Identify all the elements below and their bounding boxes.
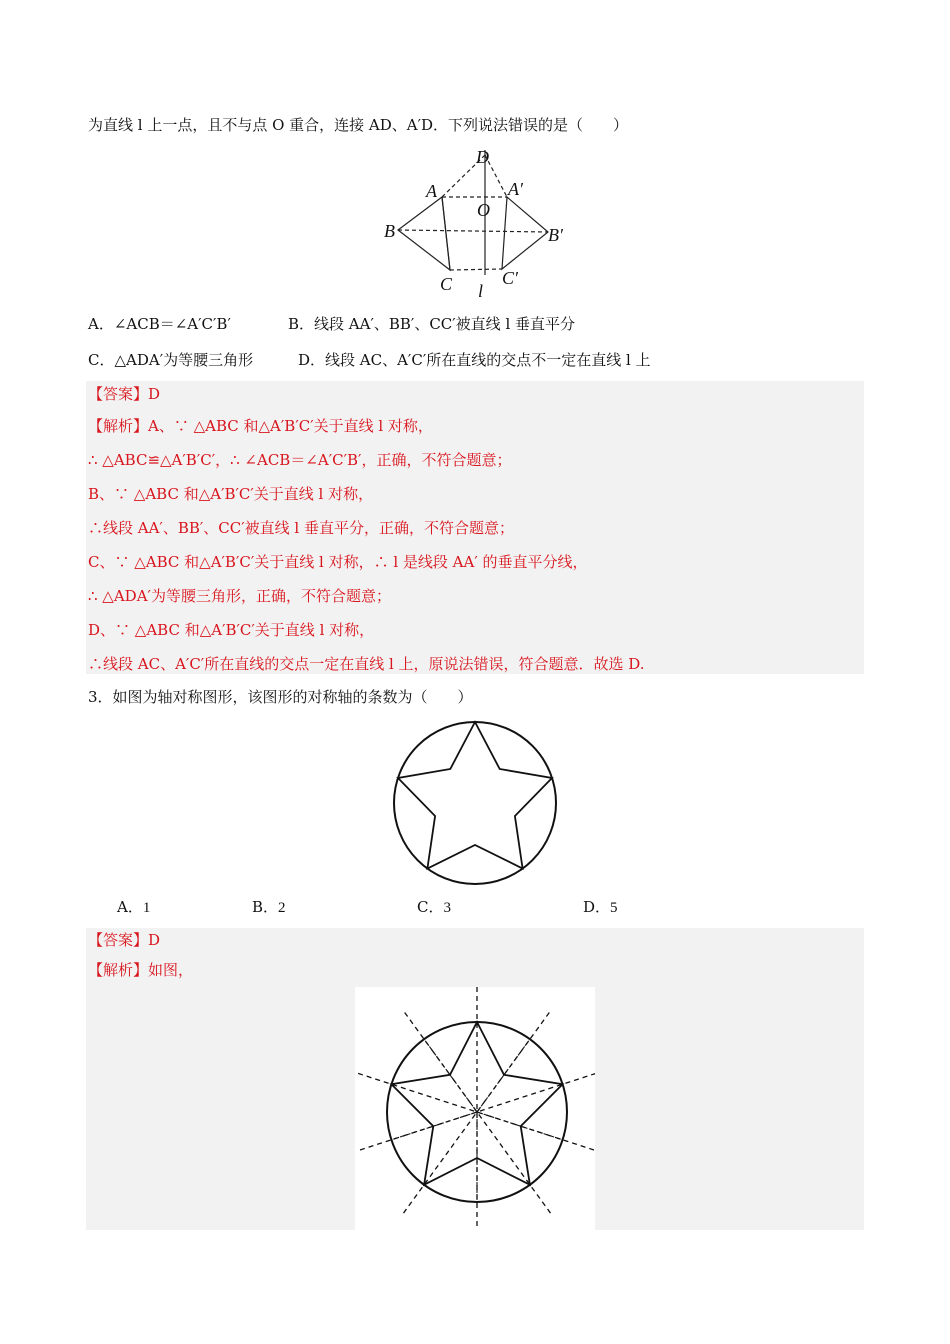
triangle-abc <box>398 197 450 270</box>
label-c: C <box>440 274 453 294</box>
label-o: O <box>477 200 490 220</box>
star-shape <box>398 722 552 869</box>
label-a: A <box>426 181 437 201</box>
label-b: B <box>384 221 395 241</box>
option-value: 3 <box>443 900 451 916</box>
q3-answer: 【答案】D <box>88 931 161 949</box>
triangle-a2b2c2 <box>502 197 548 269</box>
label-l: l <box>478 281 484 300</box>
q2-analysis-line: 【解析】A、∵ △ABC 和△A′B′C′关于直线 l 对称， <box>88 417 433 435</box>
option-letter: D． <box>583 898 611 916</box>
q2-option-a: A．∠ACB＝∠A′C′B′ <box>88 315 231 333</box>
q2-analysis-line: B、∵ △ABC 和△A′B′C′关于直线 l 对称， <box>88 485 374 503</box>
q3-option-d <box>583 896 618 919</box>
label-b-prime: B′ <box>548 225 563 245</box>
option-letter: B． <box>252 898 279 916</box>
q2-figure <box>370 145 590 300</box>
option-value: 1 <box>142 900 151 916</box>
q2-analysis-line: D、∵ △ABC 和△A′B′C′关于直线 l 对称， <box>88 621 375 639</box>
label-c-prime: C′ <box>502 268 518 288</box>
q3-star-circle-figure <box>390 718 560 888</box>
q3-option-b <box>252 896 286 919</box>
q2-option-b: B．线段 AA′、BB′、CC′被直线 l 垂直平分 <box>288 315 576 333</box>
q2-option-d: D．线段 AC、A′C′所在直线的交点不一定在直线 l 上 <box>298 351 651 369</box>
q2-analysis-line: ∴线段 AA′、BB′、CC′被直线 l 垂直平分，正确，不符合题意； <box>88 519 514 537</box>
q2-answer: 【答案】D <box>88 385 161 403</box>
q3-stem: 3．如图为轴对称图形，该图形的对称轴的条数为（ ） <box>88 688 473 706</box>
option-value: 5 <box>610 900 618 916</box>
q3-analysis: 【解析】如图， <box>88 961 194 979</box>
q2-analysis-line: ∴ △ABC≌△A′B′C′，∴ ∠ACB＝∠A′C′B′，正确，不符合题意； <box>88 451 512 469</box>
option-letter: A． <box>117 898 143 916</box>
q2-analysis-line: ∴线段 AC、A′C′所在直线的交点一定在直线 l 上，原说法错误，符合题意．故选 D. <box>88 655 645 673</box>
label-a-prime: A′ <box>508 179 523 199</box>
q3-solution-figure <box>355 987 595 1230</box>
option-value: 2 <box>278 900 286 916</box>
option-letter: C． <box>417 898 444 916</box>
q2-stem: 为直线 l 上一点，且不与点 O 重合，连接 AD、A′D．下列说法错误的是（ ） <box>88 116 629 134</box>
q3-option-a <box>117 896 150 919</box>
q2-analysis-line: ∴ △ADA′为等腰三角形，正确，不符合题意； <box>88 587 391 605</box>
q2-analysis-line: C、∵ △ABC 和△A′B′C′关于直线 l 对称，∴ l 是线段 AA′ 的垂直平分线， <box>88 553 588 571</box>
q2-option-c: C．△ADA′为等腰三角形 <box>88 351 254 369</box>
label-d: D <box>476 147 489 167</box>
q3-option-c <box>417 896 451 919</box>
